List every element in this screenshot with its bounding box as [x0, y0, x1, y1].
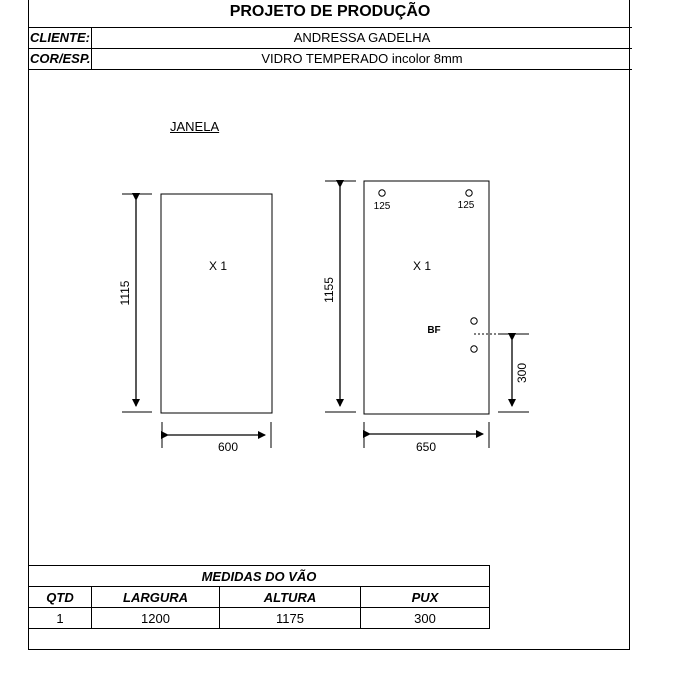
section-label: JANELA [170, 119, 220, 134]
hole-top-left [379, 190, 385, 196]
color-value: VIDRO TEMPERADO incolor 8mm [261, 51, 463, 66]
left-qty-label: X 1 [208, 259, 228, 273]
color-label: COR/ESP. [28, 49, 92, 69]
header-pux: PUX [361, 587, 490, 608]
cell-largura: 1200 [92, 608, 220, 629]
right-height-label: 1155 [322, 277, 336, 303]
lock-hole-lower [471, 346, 477, 352]
cell-pux: 300 [361, 608, 490, 629]
header-largura: LARGURA [92, 587, 220, 608]
right-width-label: 650 [415, 440, 437, 454]
medidas-table [28, 565, 490, 629]
header-qtd: QTD [29, 587, 92, 608]
cell-altura: 1175 [220, 608, 361, 629]
lock-hole-upper [471, 318, 477, 324]
hole-top-left-label: 125 [373, 201, 391, 212]
table-row [29, 608, 490, 629]
client-label: CLIENTE: [28, 28, 92, 48]
left-width-label: 600 [217, 440, 239, 454]
right-qty-label: X 1 [412, 259, 432, 273]
hole-top-right [466, 190, 472, 196]
lock-height-label: 300 [515, 362, 529, 384]
right-glass-panel [364, 181, 489, 414]
left-height-label: 1115 [118, 280, 132, 306]
page-title: PROJETO DE PRODUÇÃO [229, 3, 431, 20]
client-value: ANDRESSA GADELHA [293, 30, 431, 45]
medidas-title: MEDIDAS DO VÃO [29, 566, 490, 587]
lock-label: BF [427, 325, 441, 336]
cell-qtd: 1 [29, 608, 92, 629]
header-altura: ALTURA [220, 587, 361, 608]
hole-top-right-label: 125 [457, 200, 475, 211]
left-glass-panel [161, 194, 272, 413]
